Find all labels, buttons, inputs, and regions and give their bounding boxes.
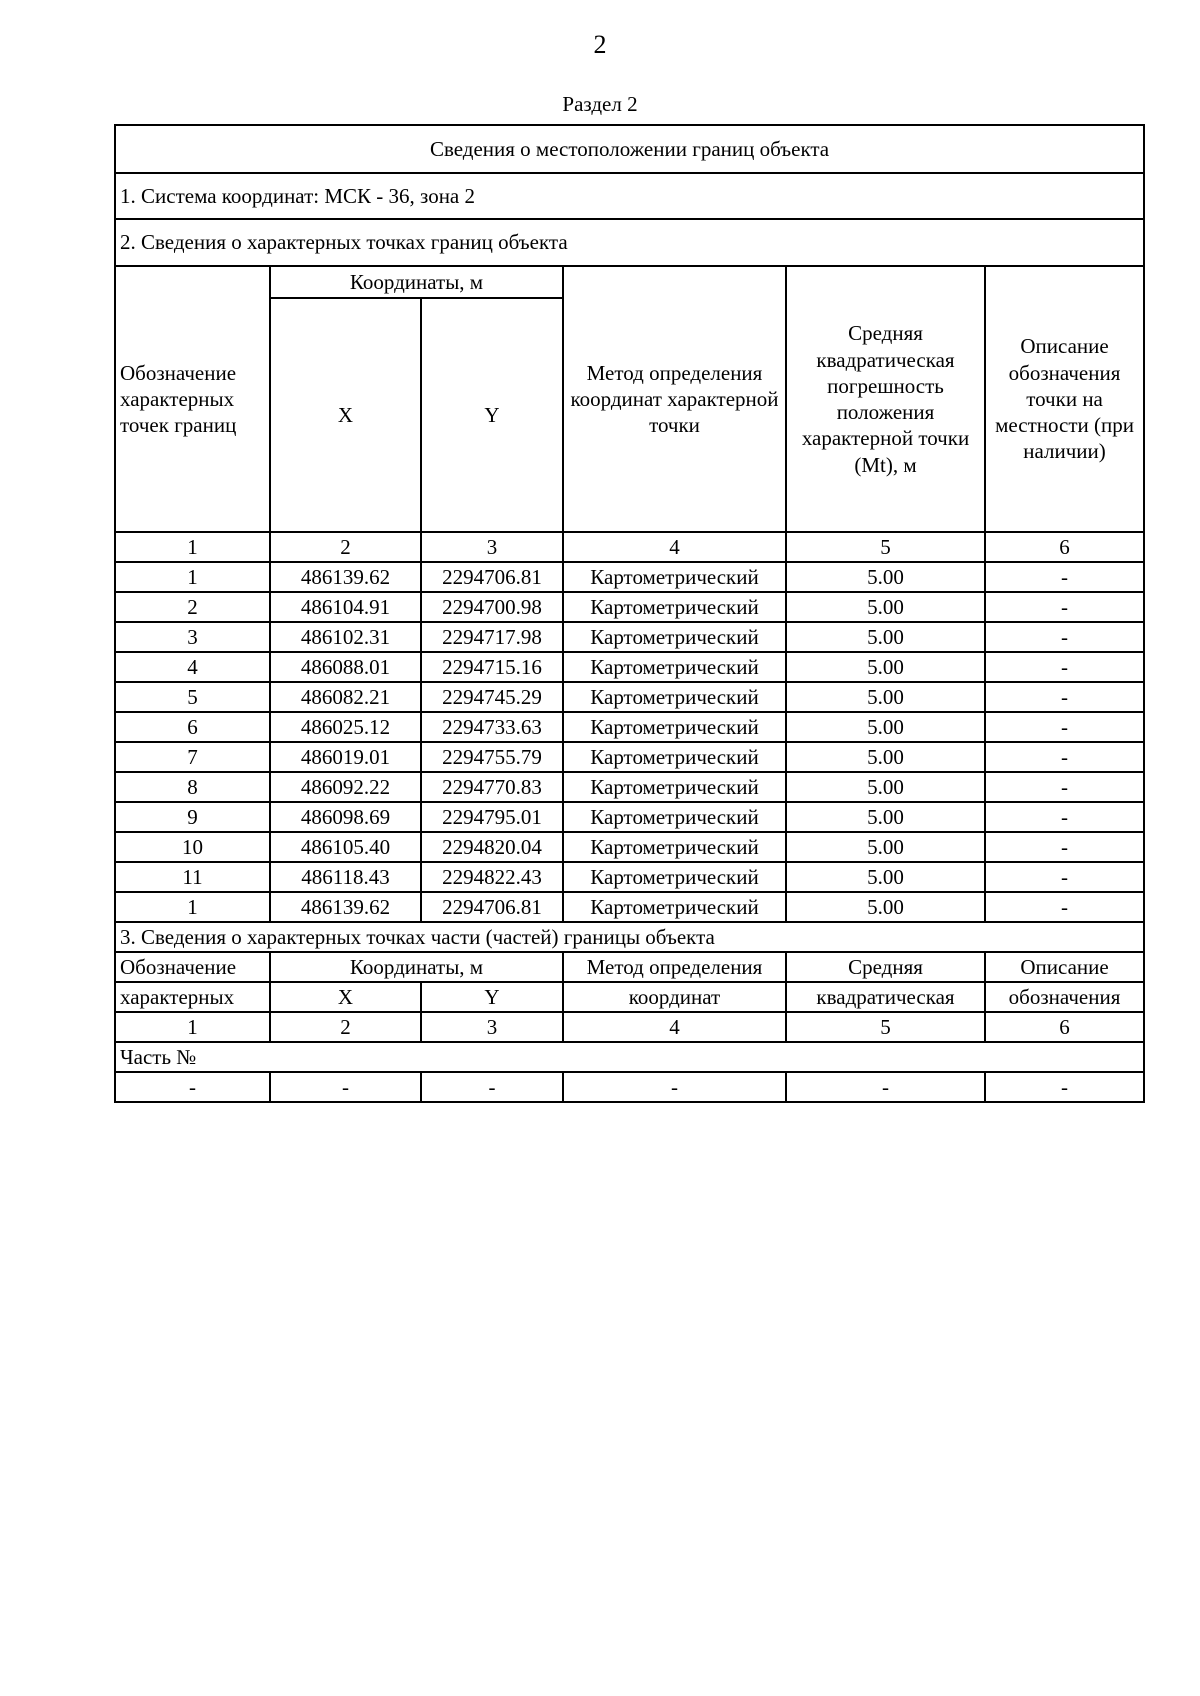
description-cell: - (985, 862, 1144, 892)
header-description: Описание обозначения точки на местности (при наличии) (985, 266, 1144, 532)
table-row (115, 892, 1144, 922)
empty-cell: - (985, 1072, 1144, 1102)
method-cell: Картометрический (563, 712, 786, 742)
description-cell: - (985, 892, 1144, 922)
page-number: 2 (593, 30, 607, 59)
col-number: 2 (270, 1012, 421, 1042)
x-cell: 486139.62 (270, 562, 421, 592)
col-number: 6 (985, 532, 1144, 562)
error-cell: 5.00 (786, 652, 985, 682)
coord-system-row (115, 173, 1144, 219)
x-cell: 486025.12 (270, 712, 421, 742)
table-row (115, 562, 1144, 592)
method-cell: Картометрический (563, 802, 786, 832)
x-cell: 486102.31 (270, 622, 421, 652)
error-cell: 5.00 (786, 682, 985, 712)
y-cell: 2294706.81 (421, 892, 563, 922)
description-cell: - (985, 622, 1144, 652)
header-y: Y (421, 298, 563, 532)
s3-header-method-2: координат (563, 982, 786, 1012)
section2-header-row (115, 266, 1144, 298)
part-label: Часть № (115, 1042, 1144, 1072)
col-number: 4 (563, 1012, 786, 1042)
error-cell: 5.00 (786, 772, 985, 802)
table-row (115, 652, 1144, 682)
coord-system: 1. Система координат: МСК - 36, зона 2 (115, 173, 1144, 219)
error-cell: 5.00 (786, 562, 985, 592)
col-number: 5 (786, 532, 985, 562)
boundary-table (114, 124, 1145, 1103)
y-cell: 2294822.43 (421, 862, 563, 892)
s3-header-method: Метод определения (563, 952, 786, 982)
y-cell: 2294717.98 (421, 622, 563, 652)
table-row (115, 592, 1144, 622)
description-cell: - (985, 802, 1144, 832)
method-cell: Картометрический (563, 772, 786, 802)
part-label-row (115, 1042, 1144, 1072)
header-designation: Обозначение характерных точек границ (115, 266, 270, 532)
x-cell: 486092.22 (270, 772, 421, 802)
empty-cell: - (421, 1072, 563, 1102)
method-cell: Картометрический (563, 742, 786, 772)
table-title-row (115, 125, 1144, 173)
col-number: 1 (115, 1012, 270, 1042)
part-empty-row (115, 1072, 1144, 1102)
point-id-cell: 1 (115, 562, 270, 592)
col-number: 1 (115, 532, 270, 562)
col-number: 3 (421, 532, 563, 562)
section2-heading-row (115, 219, 1144, 266)
header-error: Средняя квадратическая погрешность положения характерной точки (Mt), м (786, 266, 985, 532)
col-number: 4 (563, 532, 786, 562)
description-cell: - (985, 742, 1144, 772)
description-cell: - (985, 772, 1144, 802)
s3-header-designation: Обозначение (115, 952, 270, 982)
section3-colnum-row (115, 1012, 1144, 1042)
x-cell: 486019.01 (270, 742, 421, 772)
table-row (115, 742, 1144, 772)
error-cell: 5.00 (786, 742, 985, 772)
table-row (115, 772, 1144, 802)
description-cell: - (985, 592, 1144, 622)
section3-header-row-1 (115, 952, 1144, 982)
method-cell: Картометрический (563, 832, 786, 862)
error-cell: 5.00 (786, 892, 985, 922)
method-cell: Картометрический (563, 652, 786, 682)
description-cell: - (985, 682, 1144, 712)
y-cell: 2294706.81 (421, 562, 563, 592)
x-cell: 486118.43 (270, 862, 421, 892)
point-id-cell: 6 (115, 712, 270, 742)
description-cell: - (985, 712, 1144, 742)
y-cell: 2294733.63 (421, 712, 563, 742)
point-id-cell: 4 (115, 652, 270, 682)
y-cell: 2294820.04 (421, 832, 563, 862)
y-cell: 2294795.01 (421, 802, 563, 832)
s3-header-error-2: квадратическая (786, 982, 985, 1012)
col-number: 3 (421, 1012, 563, 1042)
x-cell: 486104.91 (270, 592, 421, 622)
y-cell: 2294770.83 (421, 772, 563, 802)
s3-header-designation-2: характерных (115, 982, 270, 1012)
s3-header-y: Y (421, 982, 563, 1012)
section3-heading-row (115, 922, 1144, 952)
s3-header-error: Средняя (786, 952, 985, 982)
description-cell: - (985, 652, 1144, 682)
x-cell: 486098.69 (270, 802, 421, 832)
x-cell: 486088.01 (270, 652, 421, 682)
empty-cell: - (115, 1072, 270, 1102)
section2-colnum-row (115, 532, 1144, 562)
method-cell: Картометрический (563, 562, 786, 592)
s3-header-description: Описание (985, 952, 1144, 982)
y-cell: 2294755.79 (421, 742, 563, 772)
empty-cell: - (786, 1072, 985, 1102)
s3-header-coords: Координаты, м (270, 952, 563, 982)
error-cell: 5.00 (786, 712, 985, 742)
error-cell: 5.00 (786, 592, 985, 622)
y-cell: 2294745.29 (421, 682, 563, 712)
table-row (115, 622, 1144, 652)
error-cell: 5.00 (786, 832, 985, 862)
point-id-cell: 8 (115, 772, 270, 802)
table-row (115, 712, 1144, 742)
description-cell: - (985, 562, 1144, 592)
method-cell: Картометрический (563, 592, 786, 622)
method-cell: Картометрический (563, 892, 786, 922)
point-id-cell: 5 (115, 682, 270, 712)
point-id-cell: 3 (115, 622, 270, 652)
s3-header-description-2: обозначения (985, 982, 1144, 1012)
section-label-text: Раздел 2 (562, 92, 638, 116)
description-cell: - (985, 832, 1144, 862)
table-title: Сведения о местоположении границ объекта (115, 125, 1144, 173)
table-row (115, 802, 1144, 832)
header-coords: Координаты, м (270, 266, 563, 298)
col-number: 2 (270, 532, 421, 562)
section3-heading: 3. Сведения о характерных точках части (частей) границы объекта (115, 922, 1144, 952)
y-cell: 2294700.98 (421, 592, 563, 622)
table-row (115, 862, 1144, 892)
error-cell: 5.00 (786, 802, 985, 832)
section3-header-row-2 (115, 982, 1144, 1012)
x-cell: 486139.62 (270, 892, 421, 922)
x-cell: 486105.40 (270, 832, 421, 862)
section2-heading: 2. Сведения о характерных точках границ объекта (115, 219, 1144, 266)
table-row (115, 832, 1144, 862)
point-id-cell: 10 (115, 832, 270, 862)
method-cell: Картометрический (563, 622, 786, 652)
error-cell: 5.00 (786, 622, 985, 652)
table-row (115, 682, 1144, 712)
error-cell: 5.00 (786, 862, 985, 892)
section2-rows (115, 562, 1144, 922)
col-number: 6 (985, 1012, 1144, 1042)
method-cell: Картометрический (563, 862, 786, 892)
s3-header-x: X (270, 982, 421, 1012)
x-cell: 486082.21 (270, 682, 421, 712)
section-label (0, 92, 1200, 117)
y-cell: 2294715.16 (421, 652, 563, 682)
method-cell: Картометрический (563, 682, 786, 712)
point-id-cell: 7 (115, 742, 270, 772)
point-id-cell: 1 (115, 892, 270, 922)
header-x: X (270, 298, 421, 532)
empty-cell: - (270, 1072, 421, 1102)
point-id-cell: 2 (115, 592, 270, 622)
col-number: 5 (786, 1012, 985, 1042)
point-id-cell: 11 (115, 862, 270, 892)
point-id-cell: 9 (115, 802, 270, 832)
header-method: Метод определения координат характерной точки (563, 266, 786, 532)
empty-cell: - (563, 1072, 786, 1102)
